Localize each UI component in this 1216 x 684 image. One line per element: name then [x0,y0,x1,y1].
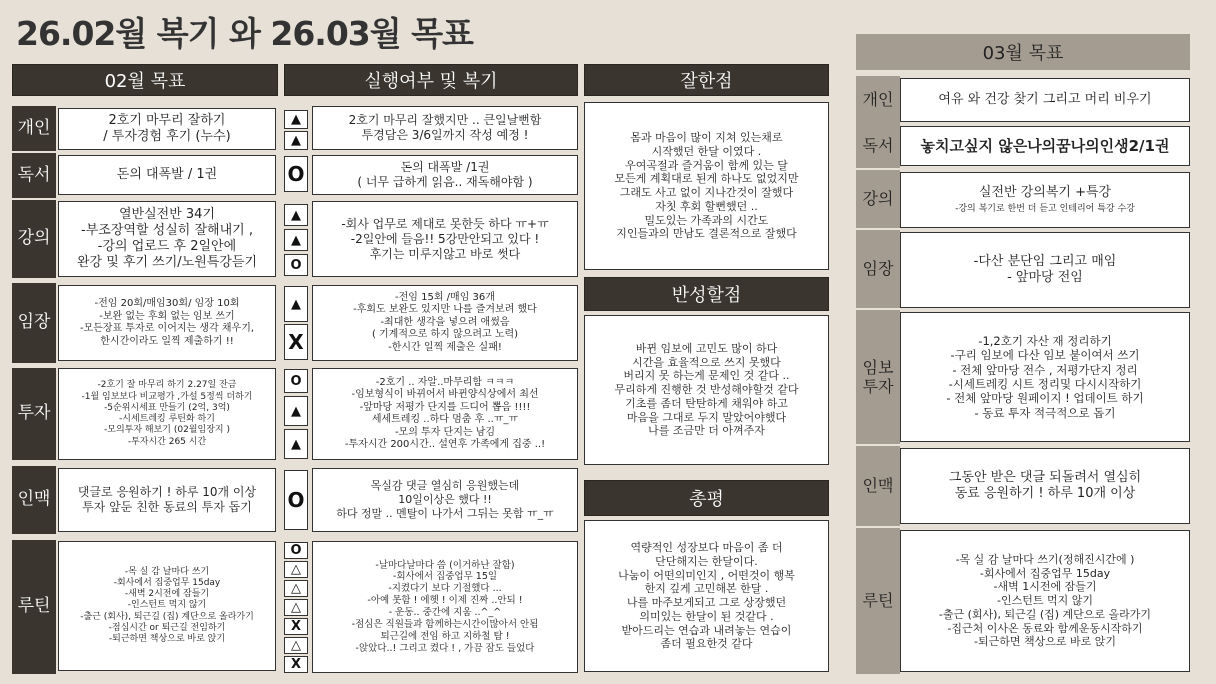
status-mark: ▲ [284,110,308,129]
goal-network: 댓글로 응원하기 ! 하루 10개 이상 투자 앞둔 친한 동료의 투자 돕기 [58,468,276,532]
next-goal-reading: 놓치고싶지 않은나의꿈나의인생2/1권 [900,126,1190,166]
next-label-reading: 독서 [856,124,900,168]
status-mark: ▲ [284,229,308,251]
row-label-invest: 투자 [12,368,56,460]
row-label-personal: 개인 [12,106,56,151]
status-mark: △ [284,637,308,654]
next-label-network: 인맥 [856,446,900,526]
next-goal-personal: 여유 와 건강 찾기 그리고 머리 비우기 [900,78,1190,122]
status-mark: O [284,369,308,393]
status-mark: X [284,324,308,360]
goal-imjang: -전임 20회/매임30회/ 임장 10회 -보완 없는 후회 없는 임보 쓰기 -모든장표 투자로 이어지는 생각 채우기, 한시간이라도 일찍 제출하기 !! [58,285,276,361]
next-goal-lecture [900,172,1190,228]
goal-header: 02월 목표 [12,64,278,96]
review-personal: 2호기 마무리 잘했지만 .. 큰일날뻔함 투경담은 3/6일까지 작성 예정 ! [312,106,578,150]
next-label-lecture: 강의 [856,170,900,228]
goal-personal: 2호기 마무리 잘하기 / 투자경험 후기 (누수) [58,108,276,150]
next-goal-routine: -목 실 감 날마다 쓰기(정해진시간에 ) -회사에서 집중업무 15day -새벽 1시전에 잠들기 -인스턴트 먹지 않기 -출근 (회사), 퇴근길 (집) 계단으로 올라가기 -집근처 이사온 동료와 함께운동시작하기 -퇴근하면 책상으로 바로 앉기 [900,530,1190,672]
status-mark: X [284,656,308,673]
row-label-reading: 독서 [12,153,56,198]
next-goal-invest: -1,2호기 자산 재 정리하기 -구리 임보에 다산 임보 붙이여서 쓰기 - 전체 앞마당 전수 , 저평가단지 정리 -시세트레킹 시트 정리및 다시시작하기 - 전체 앞마당 원페이지 ! 업데이트 하기 - 동료 투자 적극적으로 돕기 [900,312,1190,442]
status-mark: ▲ [284,204,308,226]
next-goal-imjang: -다산 분단임 그리고 매임 - 앞마당 전임 [900,232,1190,308]
summary-header: 총평 [584,480,829,516]
status-mark: △ [284,599,308,616]
status-mark: O [284,470,308,530]
next-label-routine: 루틴 [856,528,900,674]
good-header: 잘한점 [584,64,829,96]
status-mark: ▲ [284,286,308,322]
next-label-invest: 임보 투자 [856,310,900,444]
review-header: 실행여부 및 복기 [284,64,578,96]
status-mark: X [284,618,308,635]
status-mark: ▲ [284,429,308,459]
status-mark: O [284,156,308,192]
row-label-imjang: 임장 [12,283,56,363]
review-imjang: -전임 15회 /매임 36개 -후회도 보완도 있지만 나를 즐겨보려 했다 -최대한 생각을 넣으려 애썼음 ( 기계적으로 하지 않으려고 노력) -한시간 일찍 제출은 실패! [312,285,578,361]
review-invest: -2호기 .. 자알..마무리함 ㅋㅋㅋ -임보형식이 바뀌어서 바뀐양식상에서 최선 -앞마당 저평가 단지를 드디어 뽑음 !!!! 세세트레킹 ..하다 멈춤 후 ..ㅠ_ㅠ -모의 투자 단지는 남김 -투자시간 200시간.. 설연후 가족에게 집중 ..! [312,368,578,460]
goal-reading: 돈의 대폭발 / 1권 [58,155,276,195]
status-mark: O [284,254,308,276]
status-mark: O [284,542,308,559]
reflect-header: 반성할점 [584,277,829,311]
review-network: 목실감 댓글 열심히 응원했는데 10일이상은 했다 !! 하다 정말 .. 멘탈이 나가서 그뒤는 못함 ㅠ_ㅠ [312,468,578,532]
next-goal-lecture-sub: -강의 복기로 한번 더 듣고 인테리어 특강 수강 [955,203,1135,214]
review-routine: -날마다날마다 씀 (이거하난 잘함) -회사에서 집중업무 15일 -지켰다기 보다 기절했다 ... -아예 못함 ! 에헷 ! 이제 진짜 ..안되 ! - 운동.. 중간에 지움 ..^_^ -점심은 직원들과 함께하는시간이많아서 안됨 퇴근길에 전임 하고 지하철 탐 ! -앉았다..! 그리고 켰다 ! , 가끔 잠도 들었다 [312,541,578,673]
good-text: 몸과 마음이 많이 지쳐 있는채로 시작했던 한달 이였다 . 우여곡절과 즐거움이 함께 있는 달 모든게 계획대로 된게 하나도 없었지만 그래도 사고 없이 지나간것이 잘했다 자칫 후회 할뻔했던 .. 밀도있는 가족과의 시간도 지인들과의 만남도 결론적으로 잘했다 [584,102,829,270]
page-title: 26.02월 복기 와 26.03월 목표 [16,14,473,53]
next-label-imjang: 임장 [856,230,900,308]
goal-invest: -2호기 잘 마무리 하기 2.27일 잔금 -1월 임보보다 비교평가 ,가설 5정씩 더하기 -5순위시세표 만들기 (2억, 3억) -시세트레킹 루틴화 하기 -모의투자 해보기 (02월임장지 ) -투자시간 265 시간 [58,368,276,460]
summary-text: 역량적인 성장보다 마음이 좀 더 단단해지는 한달이다. 나눔이 어떤의미인지 , 어떤것이 행복 한지 깊게 고민해본 한달 . 나를 마주보게되고 그로 상장했던 의미있는 한달이 된 것같다 . 받아드리는 연습과 내려놓는 연습이 좀더 필요한것 같다 [584,520,829,672]
goal-routine: -목 실 감 날마다 쓰기 -회사에서 집중업무 15day -새벽 2시전에 잠들기 -인스턴트 먹지 않기 -출근 (회사), 퇴근길 (집) 계단으로 올라가기 -점심시간 or 퇴근길 전임하기 -퇴근하면 책상으로 바로 앉기 [58,541,276,671]
row-label-routine: 루틴 [12,540,56,674]
row-label-lecture: 강의 [12,200,56,278]
goal-lecture: 열반실전반 34기 -부조장역할 성실히 잘해내기 , -강의 업로드 후 2일안에 완강 및 후기 쓰기/노원특강듣기 [58,201,276,277]
status-mark: ▲ [284,131,308,150]
next-goal-lecture-main: 실전반 강의복기 +특강 [978,185,1112,201]
next-goal-network: 그동안 받은 댓글 되돌려서 열심히 동료 응원하기 ! 하루 10개 이상 [900,448,1190,524]
review-reading: 돈의 대폭발 /1권 ( 너무 급하게 읽음.. 재독해야함 ) [312,155,578,195]
status-mark: △ [284,580,308,597]
status-mark: ▲ [284,396,308,426]
next-goal-header: 03월 목표 [856,34,1190,70]
reflect-text: 바뀐 임보에 고민도 많이 하다 시간을 효율적으로 쓰지 못했다 버리지 못 하는게 문제인 것 같다 .. 무리하게 진행한 것 반성해야할것 같다 기초를 좀더 탄탄하게 채워야 하고 마음을 그대로 두지 말았어야했다 나를 조금만 더 아껴주자 [584,315,829,465]
status-mark: △ [284,561,308,578]
review-lecture: -회사 업무로 제대로 못한듯 하다 ㅠ+ㅠ -2일안에 들음!! 5강만안되고 있다 ! 후기는 미루지않고 바로 썻다 [312,201,578,277]
next-label-personal: 개인 [856,76,900,124]
row-label-network: 인맥 [12,466,56,534]
